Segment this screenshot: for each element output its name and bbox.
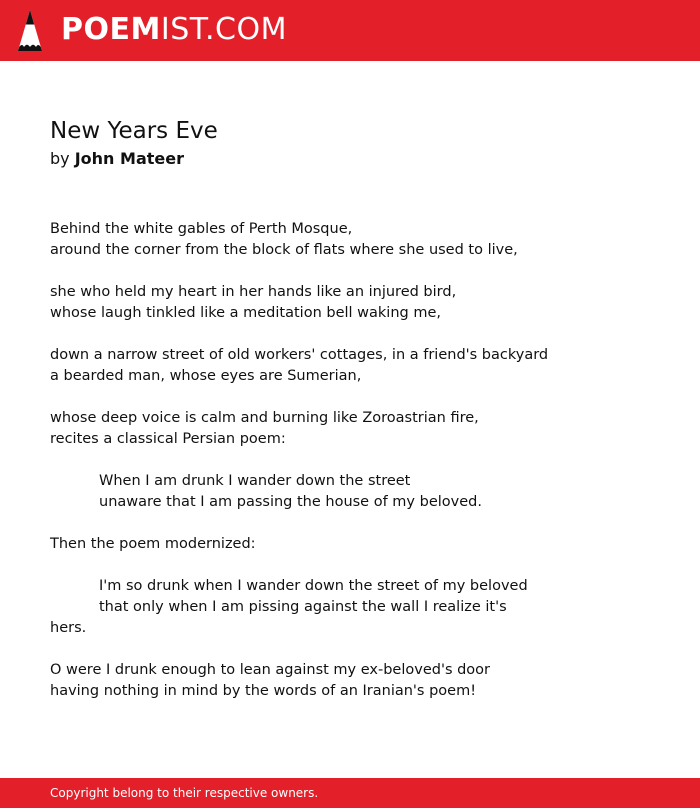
poem-stanza [50, 345, 670, 387]
logo-text-light: IST.COM [160, 12, 287, 47]
stanza-break [50, 324, 670, 345]
poem-stanza [50, 408, 670, 450]
poem-line: Then the poem modernized: [50, 536, 256, 552]
poem-stanza [50, 282, 670, 324]
poem-body [50, 219, 670, 702]
poem-line: a bearded man, whose eyes are Sumerian, [50, 368, 362, 384]
poem-line: I'm so drunk when I wander down the street of my beloved [99, 578, 528, 594]
stanza-break [50, 450, 670, 471]
poem-line: O were I drunk enough to lean against my ex-beloved's door [50, 662, 491, 678]
stanza-break [50, 639, 670, 660]
poem-stanza [50, 219, 670, 261]
poem-line: having nothing in mind by the words of an Iranian's poem! [50, 683, 477, 699]
copyright-notice: Copyright belong to their respective owners. [50, 786, 319, 800]
poem-line: around the corner from the block of flats where she used to live, [50, 242, 518, 258]
poem-line: When I am drunk I wander down the street [99, 473, 411, 489]
poem-stanza [50, 471, 670, 513]
stanza-break [50, 387, 670, 408]
poem-title: New Years Eve [50, 118, 218, 144]
site-header [0, 0, 700, 61]
poem-line: whose deep voice is calm and burning like Zoroastrian fire, [50, 410, 479, 426]
poem-line: that only when I am pissing against the wall I realize it's [99, 599, 507, 615]
logo-text-strong: POEM [61, 12, 161, 47]
poem-line: unaware that I am passing the house of my beloved. [99, 494, 482, 510]
poem-line: Behind the white gables of Perth Mosque, [50, 221, 353, 237]
stanza-break [50, 555, 670, 576]
poem-stanza [50, 576, 670, 639]
poem-line: whose laugh tinkled like a meditation bell waking me, [50, 305, 441, 321]
poem-line: recites a classical Persian poem: [50, 431, 286, 447]
by-label: by [50, 149, 70, 168]
poem-stanza [50, 660, 670, 702]
poem-author: John Mateer [74, 149, 184, 168]
poem-line: down a narrow street of old workers' cottages, in a friend's backyard [50, 347, 549, 363]
site-logo[interactable] [61, 12, 287, 48]
poem-line: she who held my heart in her hands like an injured bird, [50, 284, 457, 300]
poem-stanza [50, 534, 670, 555]
stanza-break [50, 261, 670, 282]
pencil-tip-icon[interactable] [18, 10, 42, 51]
poem-byline [50, 148, 184, 170]
site-footer [0, 778, 700, 808]
poem-line: hers. [50, 620, 87, 636]
stanza-break [50, 513, 670, 534]
